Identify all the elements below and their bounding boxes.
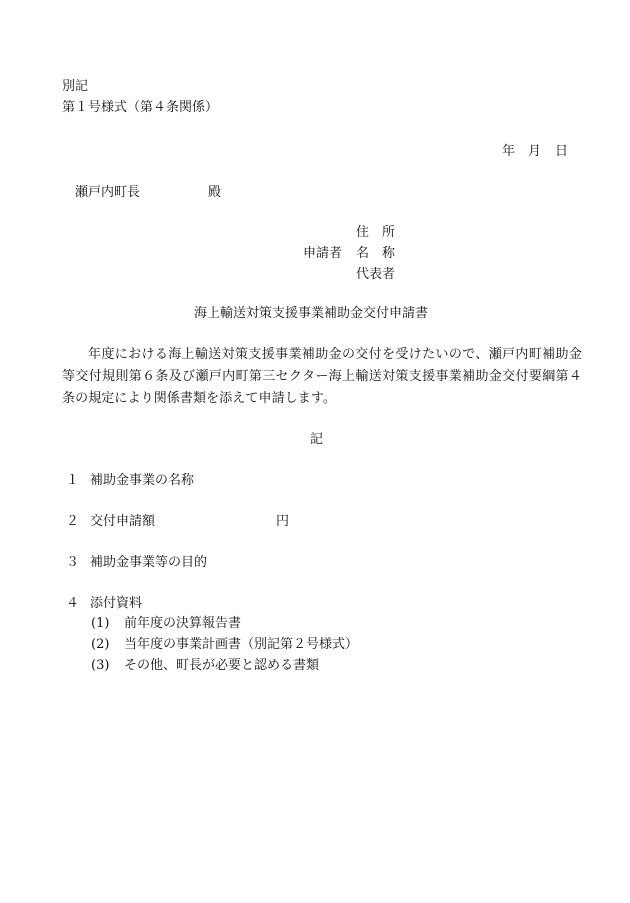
addressee-honorific: 殿 [208,185,222,200]
item-2-number: ２ [66,514,80,529]
date-year-label: 年 [502,144,516,159]
appendix-label: 別記 [62,79,89,94]
item-3-number: ３ [66,555,80,570]
date-month-label: 月 [528,144,542,159]
attachment-1-label: 前年度の決算報告書 [124,616,242,631]
application-body-text: 年度における海上輸送対策支援事業補助金の交付を受けたいので、瀬戸内町補助金等交付規則第６条及び瀬戸内町第三セクター海上輸送対策支援事業補助金交付要綱第４条の規定により関係書類を添えて申請します。 [62,347,582,406]
attachment-3-number: (3) [91,658,110,673]
form-number: 第１号様式（第４条関係） [62,100,219,115]
attachment-2-label: 当年度の事業計画書（別記第２号様式） [124,637,359,652]
date-day-label: 日 [555,144,569,159]
item-1-label: 補助金事業の名称 [90,473,195,488]
item-1-number: １ [66,473,80,488]
item-4-number: ４ [66,596,80,611]
applicant-representative-label: 代表者 [356,267,396,282]
applicant-name-label: 名 称 [356,246,396,261]
item-2-unit: 円 [276,514,290,529]
item-4-label: 添付資料 [90,596,143,611]
item-2-label: 交付申請額 [90,514,156,529]
attachment-1-number: (1) [91,616,110,631]
ki-heading: 記 [310,432,324,447]
addressee-name: 瀬戸内町長 [75,185,141,200]
document-title: 海上輸送対策支援事業補助金交付申請書 [194,306,429,321]
attachment-2-number: (2) [91,637,110,652]
item-3-label: 補助金事業等の目的 [90,555,208,570]
applicant-label: 申請者 [303,246,343,261]
attachment-3-label: その他、町長が必要と認める書類 [124,658,320,673]
applicant-address-label: 住 所 [356,225,396,240]
